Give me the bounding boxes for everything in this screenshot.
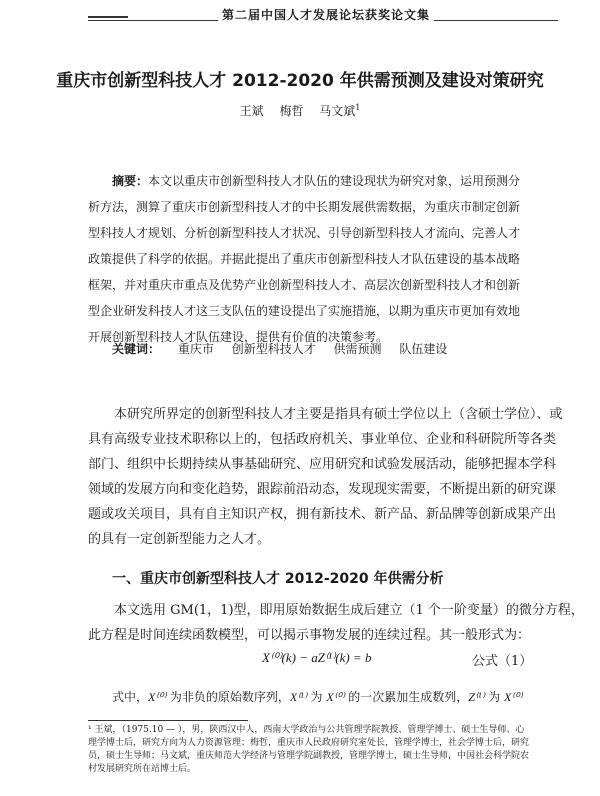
author-name: 王斌 bbox=[239, 104, 264, 118]
body-line: 领域的发展方向和变化趋势，跟踪前沿动态，发现现实需要，不断提出新的研究课 bbox=[88, 482, 557, 497]
math-symbol: X⁽⁰⁾ bbox=[504, 690, 523, 704]
math-symbol: X⁽¹⁾ bbox=[289, 690, 307, 704]
section-heading: 一、重庆市创新型科技人才 2012-2020 年供需分析 bbox=[112, 571, 444, 587]
body-line: 本研究所界定的创新型科技人才主要是指具有硕士学位以上（含硕士学位）、或 bbox=[114, 407, 563, 422]
body-line: 具有高级专业技术职称以上的，包括政府机关、事业单位、企业和科研院所等各类 bbox=[88, 432, 557, 447]
keyword: 队伍建设 bbox=[399, 342, 448, 356]
body-line: 本文选用 GM(1，1)型，即用原始数据生成后建立（1 个一阶变量）的微分方程， bbox=[114, 603, 584, 618]
formula: X⁽⁰⁾(k) − aZ⁽¹⁾(k) = b bbox=[262, 650, 372, 665]
paper-title: 重庆市创新型科技人才 2012-2020 年供需预测及建设对策研究 bbox=[56, 71, 544, 91]
author-name: 马文斌$^1$ bbox=[319, 103, 361, 118]
body-line: 题或攻关项目，具有自主知识产权，拥有新技术、新产品、新品牌等创新成果产出 bbox=[88, 507, 557, 522]
running-header bbox=[0, 0, 600, 28]
author-footnote-mark: 1 bbox=[355, 103, 361, 112]
keywords-label: 关键词： bbox=[112, 342, 161, 356]
author-line bbox=[0, 102, 600, 119]
footnote-line: 员，硕士生导师；马文斌，重庆师范大学经济与管理学院副教授，管理学博士，硕士生导师，中国社会科学院农 bbox=[88, 751, 530, 761]
abstract-line: 型企业研发科技人才这三支队伍的建设提出了实施措施，以期为重庆市更加有效地 bbox=[88, 304, 521, 318]
abstract-line: 政策提供了科学的依据。并据此提出了重庆市创新型科技人才队伍建设的基本战略 bbox=[88, 252, 521, 266]
footnote-line: 村发展研究所在站博士后。 bbox=[88, 764, 197, 774]
abstract-line: 摘要：本文以重庆市创新型科技人才队伍的建设现状为研究对象，运用预测分 bbox=[112, 174, 521, 188]
intro-paragraph bbox=[88, 402, 563, 552]
footnote-line: 理学博士后，研究方向为人力资源管理；梅哲，重庆市人民政府研究室处长，管理学博士，社会学博士后，研究 bbox=[88, 738, 530, 748]
header-rule-accent bbox=[88, 16, 128, 18]
formula-label: 公式（1） bbox=[472, 654, 533, 669]
body-line: 部门、组织中长期持续从事基础研究、应用研究和试验发展活动，能够把握本学科 bbox=[88, 457, 557, 472]
abstract-line: 开展创新型科技人才队伍建设，提供有价值的决策参考。 bbox=[88, 330, 389, 344]
keyword: 创新型科技人才 bbox=[231, 342, 316, 356]
keyword: 供需预测 bbox=[333, 342, 382, 356]
footnote bbox=[88, 724, 564, 776]
abstract-line: 析方法，测算了重庆市创新型科技人才的中长期发展供需数据，为重庆市制定创新 bbox=[88, 200, 521, 214]
author-name: 梅哲 bbox=[279, 104, 304, 118]
body-line: 的具有一定创新型能力之人才。 bbox=[88, 532, 271, 547]
body-line: 此方程是时间连续函数模型，可以揭示事物发展的连续过程。其一般形式为： bbox=[88, 628, 531, 643]
abstract-label: 摘要： bbox=[112, 174, 149, 188]
header-text: 第二届中国人才发展论坛获奖论文集 bbox=[218, 6, 434, 23]
math-symbol: X⁽⁰⁾ bbox=[148, 690, 167, 704]
method-paragraph bbox=[88, 598, 584, 648]
math-symbol: Z⁽¹⁾ bbox=[468, 690, 485, 704]
footnote-rule bbox=[88, 720, 248, 721]
keywords bbox=[112, 340, 447, 357]
footnote-line: ¹ 王斌，（1975.10 — ），男，陕西汉中人，西南大学政治与公共管理学院教授、管理学博士、硕士生导师、心 bbox=[88, 725, 525, 735]
math-symbol: X⁽⁰⁾ bbox=[326, 690, 345, 704]
abstract-line: 型科技人才规划、分析创新型科技人才状况、引导创新型科技人才流向、完善人才 bbox=[88, 226, 521, 240]
keyword: 重庆市 bbox=[177, 342, 214, 356]
abstract-line: 框架，并对重庆市重点及优势产业创新型科技人才、高层次创新型科技人才和创新 bbox=[88, 278, 521, 292]
abstract bbox=[88, 168, 558, 350]
formula-description: 式中，X⁽⁰⁾ 为非负的原始数序列，X⁽¹⁾ 为 X⁽⁰⁾ 的一次累加生成数列，Z⁽¹⁾ 为 X⁽⁰⁾ bbox=[112, 690, 523, 704]
